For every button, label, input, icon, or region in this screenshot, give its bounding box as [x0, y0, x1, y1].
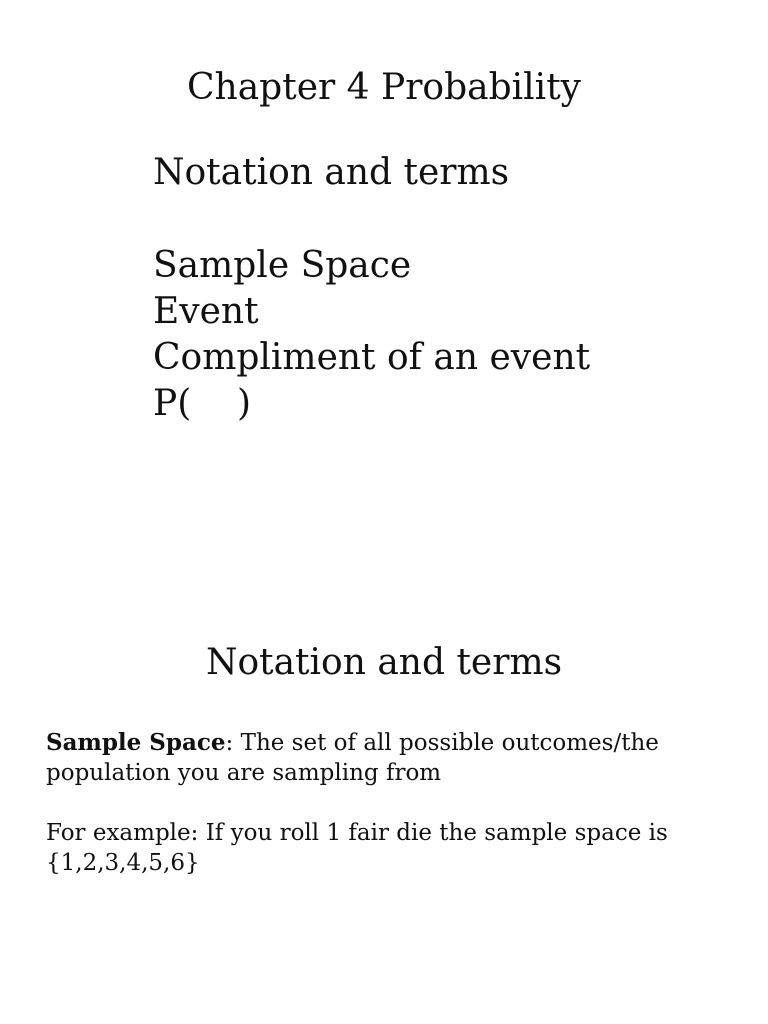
term-list [153, 243, 590, 427]
term-item-compliment: Compliment of an event [153, 337, 591, 378]
definition-term: Sample Space [46, 729, 226, 756]
term-item-probability-notation: P( ) [153, 383, 252, 424]
sample-space-example: For example: If you roll 1 fair die the sample space is {1,2,3,4,5,6} [46, 820, 668, 876]
sample-space-definition [46, 728, 726, 788]
slide-2 [0, 512, 768, 1024]
definition-text: : The set of all possible outcomes/the population you are sampling from [46, 730, 659, 786]
slide-1-subtitle: Notation and terms [153, 152, 510, 193]
term-item-sample-space: Sample Space [153, 245, 412, 286]
term-item-event: Event [153, 291, 259, 332]
slide-2-title: Notation and terms [205, 642, 563, 683]
slide-1-title: Chapter 4 Probability [186, 67, 581, 108]
